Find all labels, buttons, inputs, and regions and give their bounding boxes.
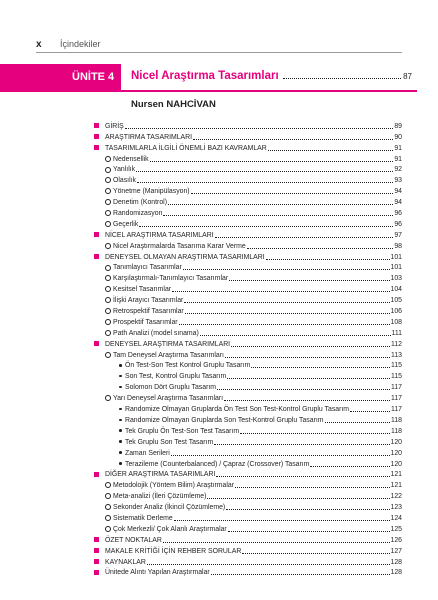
toc-entry[interactable] [94,360,402,371]
toc-entry-page: 120 [390,460,402,468]
toc-entry-label: Metodolojik (Yöntem Bilim) Araştırmalar [113,482,235,490]
toc-entry-page: 120 [390,449,402,457]
toc-entry[interactable] [94,567,402,578]
page-number: x [36,39,42,50]
dot-leader [268,150,394,151]
toc-entry-page: 122 [390,493,402,501]
toc-entry-page: 98 [394,242,402,250]
circle-bullet-icon [105,493,111,499]
circle-bullet-icon [105,265,111,271]
circle-bullet-icon [105,352,111,358]
toc-entry[interactable] [94,501,402,512]
dot-leader [247,248,394,249]
toc-entry-label: Son Test, Kontrol Gruplu Tasarım [125,373,227,381]
dot-leader [185,313,390,314]
square-bullet-icon [94,232,99,237]
square-bullet-icon [94,537,99,542]
toc-entry-page: 94 [394,188,402,196]
toc-entry-page: 121 [390,482,402,490]
toc-entry-page: 97 [394,231,402,239]
circle-bullet-icon [105,504,111,510]
dot-leader [224,400,390,401]
toc-entry[interactable] [94,164,402,175]
toc-entry[interactable] [94,316,402,327]
toc-entry[interactable] [94,262,402,273]
unit-label: ÜNİTE 4 [72,71,115,83]
square-bullet-icon [94,559,99,564]
toc-entry-page: 115 [391,373,402,381]
toc-entry-label: Tek Gruplu Ön Test-Son Test Tasarım [125,427,240,435]
toc-entry-label: Randomize Olmayan Gruplarda Ön Test Son Test-Kontrol Gruplu Tasarım [125,406,350,414]
dot-leader [214,444,389,445]
toc-entry-page: 108 [390,318,402,326]
dot-bullet-icon [119,440,122,443]
dot-leader [283,78,401,79]
circle-bullet-icon [105,526,111,532]
dot-bullet-icon [119,419,122,422]
dot-leader [147,564,390,565]
circle-bullet-icon [105,319,111,325]
toc-entry-label: Retrospektif Tasarımlar [113,308,184,316]
toc-entry[interactable] [94,240,402,251]
toc-entry-label: ARAŞTIRMA TASARIMLARI [105,133,193,141]
toc-entry[interactable] [94,545,402,556]
toc-entry-label: Randomize Olmayan Gruplarda Son Test-Kontrol Gruplu Tasarım [125,416,324,424]
toc-entry[interactable] [94,436,402,447]
dot-leader [207,498,389,499]
toc-entry[interactable] [94,229,402,240]
toc-entry[interactable] [94,381,402,392]
toc-entry[interactable] [94,392,402,403]
dot-leader [242,553,389,554]
dot-leader [231,346,390,347]
toc-entry[interactable] [94,425,402,436]
toc-entry-label: Yönetme (Manipülasyon) [113,188,190,196]
dot-leader [136,171,393,172]
toc-entry[interactable] [94,153,402,164]
dot-leader [171,455,390,456]
toc-entry-page: 128 [390,569,402,577]
circle-bullet-icon [105,210,111,216]
square-bullet-icon [94,134,99,139]
toc-entry[interactable] [94,131,402,142]
toc-entry-label: MAKALE KRİTİĞİ İÇİN REHBER SORULAR [105,547,242,555]
toc-entry-page: 124 [390,514,402,522]
dot-bullet-icon [119,386,122,389]
toc-entry-page: 125 [390,525,402,533]
toc-entry-label: DENEYSEL OLMAYAN ARAŞTIRMA TASARIMLARI [105,253,265,261]
toc-entry-label: Sekonder Analiz (İkincil Çözümleme) [113,504,226,512]
dot-bullet-icon [119,364,122,367]
toc-entry[interactable] [94,523,402,534]
circle-bullet-icon [105,199,111,205]
toc-entry-label: Randomizasyon [113,210,163,218]
toc-entry-label: NİCEL ARAŞTIRMA TASARIMLARI [105,231,214,239]
toc-entry[interactable] [94,207,402,218]
toc-entry-label: Olasılık [113,177,136,185]
dot-leader [163,542,390,543]
square-bullet-icon [94,548,99,553]
toc-entry-page: 115 [391,362,402,370]
dot-leader [251,367,390,368]
dot-leader [150,161,394,162]
table-of-contents [94,120,402,577]
toc-entry-page: 94 [394,199,402,207]
dot-leader [184,302,389,303]
toc-entry-page: 89 [394,122,402,130]
square-bullet-icon [94,570,99,575]
dot-leader [193,139,393,140]
running-title: İçindekiler [60,39,101,49]
page-header [0,0,438,60]
dot-leader [215,237,394,238]
toc-entry-page: 127 [390,547,402,555]
toc-entry-label: Solomon Dört Gruplu Tasarım [125,384,217,392]
toc-entry-label: Geçerlik [113,220,139,228]
dot-leader [240,433,390,434]
dot-leader [179,324,390,325]
dot-leader [139,226,393,227]
toc-entry-label: Meta-analizi (İleri Çözümleme) [113,493,207,501]
toc-entry[interactable] [94,490,402,501]
toc-entry[interactable] [94,447,402,458]
square-bullet-icon [94,472,99,477]
toc-entry-label: Denetim (Kontrol) [113,199,167,207]
dot-leader [235,487,389,488]
toc-entry-page: 106 [390,308,402,316]
toc-entry-page: 113 [391,351,402,359]
toc-entry-label: Terazileme (Counterbalanced) / Çapraz (Crossover) Tasarım [125,460,310,468]
dot-leader [217,389,390,390]
toc-entry-page: 96 [394,210,402,218]
toc-entry-label: Tanımlayıcı Tasarımlar [113,264,182,272]
dot-leader [211,574,390,575]
toc-entry[interactable] [94,479,402,490]
toc-entry[interactable] [94,142,402,153]
dot-leader [200,335,391,336]
dot-leader [216,476,389,477]
dot-leader [350,411,390,412]
toc-entry[interactable] [94,218,402,229]
toc-entry-page: 120 [390,438,402,446]
dot-bullet-icon [119,429,122,432]
toc-entry-label: ÖZET NOKTALAR [105,536,162,544]
dot-leader [191,193,394,194]
dot-leader [229,280,389,281]
square-bullet-icon [94,341,99,346]
toc-entry-page: 128 [390,558,402,566]
dot-leader [325,422,390,423]
dot-leader [168,204,393,205]
circle-bullet-icon [105,515,111,521]
toc-entry[interactable] [94,294,402,305]
toc-entry-page: 91 [394,155,402,163]
circle-bullet-icon [105,308,111,314]
toc-entry[interactable] [94,512,402,523]
circle-bullet-icon [105,286,111,292]
toc-entry-page: 117 [391,395,402,403]
unit-title-entry[interactable] [131,70,412,82]
toc-entry[interactable] [94,556,402,567]
circle-bullet-icon [105,330,111,336]
toc-entry-page: 91 [394,144,402,152]
toc-entry-page: 93 [394,177,402,185]
toc-entry-page: 111 [391,329,402,337]
toc-entry-label: Tek Gruplu Son Test Tasarım [125,438,214,446]
toc-entry-label: Yarı Deneysel Araştırma Tasarımları [113,395,224,403]
toc-entry[interactable] [94,403,402,414]
toc-entry[interactable] [94,469,402,480]
dot-leader [172,291,389,292]
toc-entry-label: KAYNAKLAR [105,558,146,566]
toc-entry[interactable] [94,534,402,545]
square-bullet-icon [94,254,99,259]
circle-bullet-icon [105,156,111,162]
toc-entry[interactable] [94,338,402,349]
toc-entry-page: 90 [394,133,402,141]
toc-entry[interactable] [94,120,402,131]
unit-page-number: 87 [403,72,412,81]
dot-leader [183,269,390,270]
toc-entry-label: Ünitede Alıntı Yapılan Araştırmalar [105,569,210,577]
toc-entry-page: 101 [390,264,402,272]
author-name: Nursen NAHCİVAN [131,99,216,110]
toc-entry[interactable] [94,196,402,207]
dot-leader [228,531,390,532]
dot-leader [163,215,393,216]
dot-leader [266,259,390,260]
toc-entry-page: 104 [390,286,402,294]
toc-entry-label: Sistematik Derleme [113,514,173,522]
toc-entry-page: 118 [391,416,402,424]
circle-bullet-icon [105,395,111,401]
dot-leader [310,466,389,467]
toc-entry-page: 123 [390,504,402,512]
toc-entry[interactable] [94,327,402,338]
circle-bullet-icon [105,188,111,194]
toc-entry-label: Nedensellik [113,155,149,163]
toc-entry-page: 92 [394,166,402,174]
toc-entry-label: Tam Deneysel Araştırma Tasarımları [113,351,224,359]
toc-entry-label: DİĞER ARAŞTIRMA TASARIMLARI [105,471,216,479]
dot-leader [125,128,394,129]
dot-leader [225,357,390,358]
toc-entry-label: Path Analizi (model sınama) [113,329,199,337]
toc-entry-page: 118 [391,427,402,435]
dot-leader [174,520,390,521]
circle-bullet-icon [105,177,111,183]
toc-entry[interactable] [94,458,402,469]
toc-entry-page: 126 [390,536,402,544]
circle-bullet-icon [105,297,111,303]
toc-entry-label: Ön Test-Son Test Kontrol Gruplu Tasarım [125,362,251,370]
toc-entry[interactable] [94,370,402,381]
circle-bullet-icon [105,243,111,249]
toc-entry-page: 105 [390,297,402,305]
circle-bullet-icon [105,275,111,281]
toc-entry-page: 103 [390,275,402,283]
circle-bullet-icon [105,221,111,227]
toc-entry[interactable] [94,272,402,283]
circle-bullet-icon [105,167,111,173]
toc-entry[interactable] [94,185,402,196]
toc-entry-label: TASARIMLARLA İLGİLİ ÖNEMLİ BAZI KAVRAMLAR [105,144,267,152]
dot-bullet-icon [119,451,122,454]
toc-entry-label: DENEYSEL ARAŞTIRMA TASARIMLARI [105,340,231,348]
toc-entry-page: 117 [391,384,402,392]
toc-entry-label: Kesitsel Tasarımlar [113,286,172,294]
toc-entry[interactable] [94,283,402,294]
toc-entry-label: Yanlılık [113,166,136,174]
toc-entry-label: Nicel Araştırmalarda Tasarıma Karar Verme [113,242,246,250]
toc-entry-page: 117 [391,406,402,414]
dot-leader [227,378,390,379]
toc-entry-page: 96 [394,220,402,228]
toc-entry-label: Zaman Serileri [125,449,170,457]
dot-bullet-icon [119,462,122,465]
dot-bullet-icon [119,375,122,378]
toc-entry-page: 121 [390,471,402,479]
toc-entry-label: Çok Merkezli/ Çok Alanlı Araştırmalar [113,525,227,533]
toc-entry-label: GİRİŞ [105,122,124,130]
toc-entry[interactable] [94,174,402,185]
toc-entry-page: 101 [390,253,402,261]
dot-bullet-icon [119,408,122,411]
unit-title: Nicel Araştırma Tasarımları [131,70,279,82]
toc-entry-label: Karşılaştırmalı-Tanımlayıcı Tasarımlar [113,275,229,283]
header-divider [36,52,402,53]
toc-entry[interactable] [94,349,402,360]
toc-entry[interactable] [94,414,402,425]
circle-bullet-icon [105,482,111,488]
toc-entry-label: İlişki Arayıcı Tasarımlar [113,297,184,305]
dot-leader [137,182,393,183]
square-bullet-icon [94,123,99,128]
toc-entry[interactable] [94,305,402,316]
toc-entry-label: Prospektif Tasarımlar [113,318,178,326]
toc-entry[interactable] [94,251,402,262]
square-bullet-icon [94,145,99,150]
toc-entry-page: 112 [391,340,402,348]
dot-leader [226,509,389,510]
